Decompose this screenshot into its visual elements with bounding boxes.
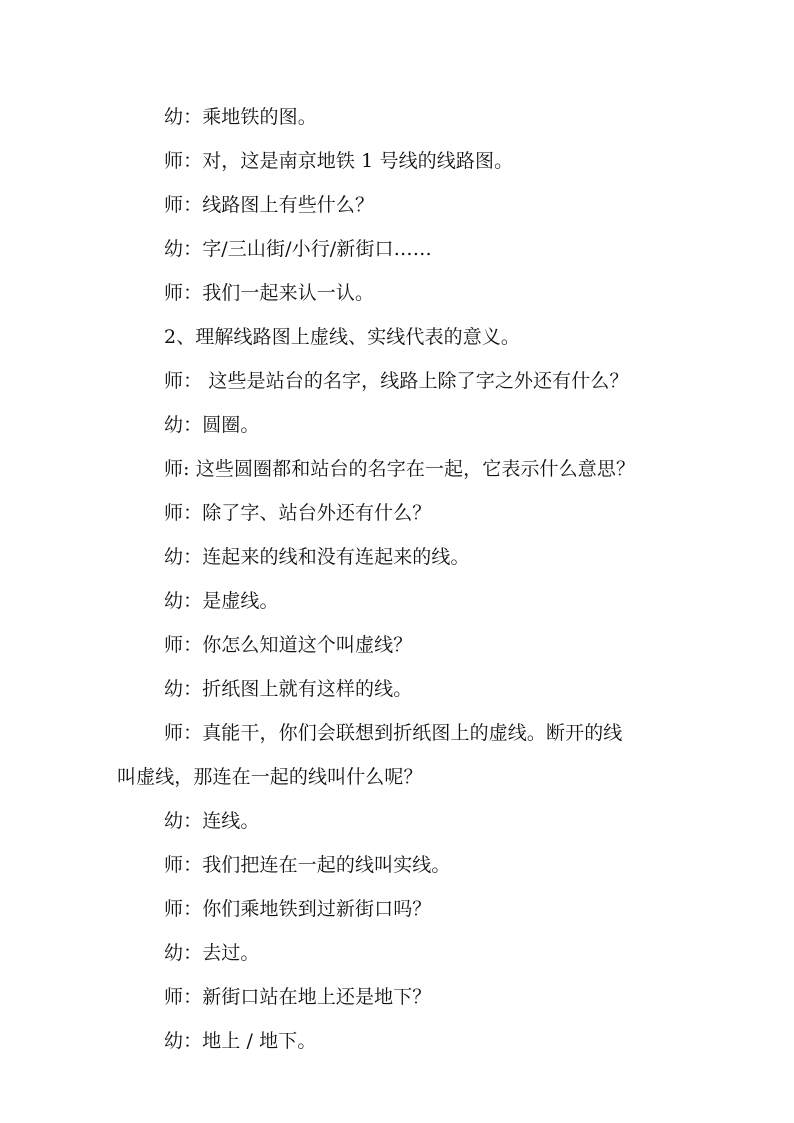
dialogue-line: 幼：乘地铁的图。 xyxy=(164,106,317,128)
dialogue-line: 幼：圆圈。 xyxy=(164,414,260,436)
dialogue-line: 师： 这些是站台的名字，线路上除了字之外还有什么？ xyxy=(164,370,629,392)
dialogue-line: 师：真能干，你们会联想到折纸图上的虚线。断开的线 xyxy=(164,722,623,744)
dialogue-line: 师：线路图上有些什么？ xyxy=(164,194,375,216)
dialogue-line: 幼：去过。 xyxy=(164,942,260,964)
dialogue-line: 师：你们乘地铁到过新街口吗？ xyxy=(164,898,432,920)
section-heading: 2、理解线路图上虚线、实线代表的意义。 xyxy=(164,326,520,348)
dialogue-line: 师：新街口站在地上还是地下？ xyxy=(164,986,432,1008)
dialogue-line: 师：我们把连在一起的线叫实线。 xyxy=(164,854,451,876)
dialogue-line: 幼：地上 / 地下。 xyxy=(164,1030,317,1052)
dialogue-line: 幼：连线。 xyxy=(164,810,260,832)
dialogue-line: 师：你怎么知道这个叫虚线？ xyxy=(164,634,413,656)
dialogue-line-continuation: 叫虚线，那连在一起的线叫什么呢？ xyxy=(117,766,423,788)
dialogue-line: 师：我们一起来认一认。 xyxy=(164,282,375,304)
dialogue-line: 师：除了字、站台外还有什么？ xyxy=(164,502,432,524)
dialogue-line: 师：对，这是南京地铁 1 号线的线路图。 xyxy=(164,150,514,172)
dialogue-line: 幼：连起来的线和没有连起来的线。 xyxy=(164,546,470,568)
dialogue-line: 幼：是虚线。 xyxy=(164,590,279,612)
dialogue-line: 幼：字/三山街/小行/新街口…… xyxy=(164,238,432,260)
dialogue-line: 师: 这些圆圈都和站台的名字在一起，它表示什么意思？ xyxy=(164,458,636,480)
dialogue-line: 幼：折纸图上就有这样的线。 xyxy=(164,678,413,700)
